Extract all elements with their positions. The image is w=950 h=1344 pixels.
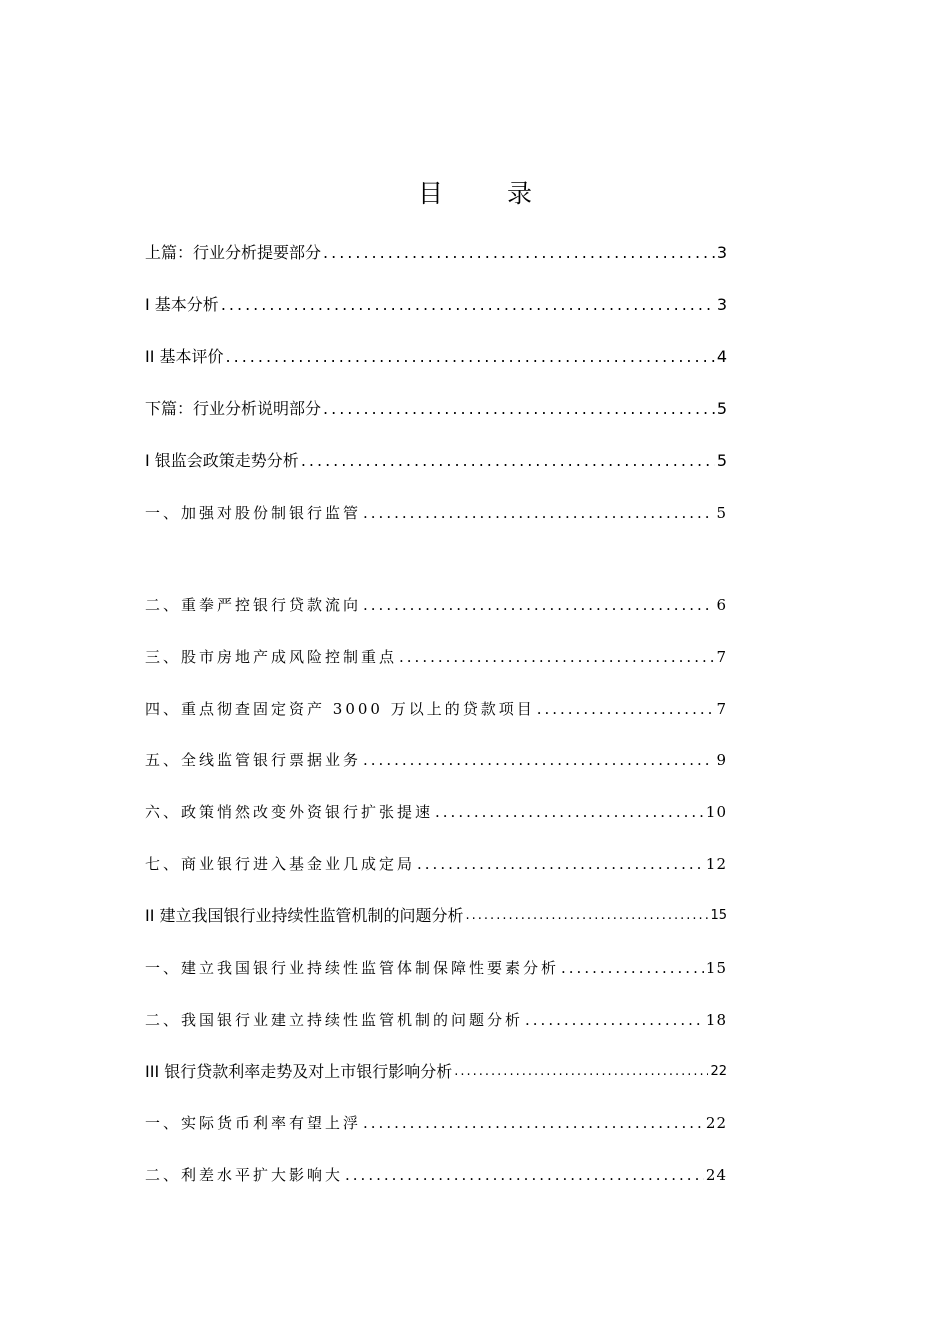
toc-page-number: 22 bbox=[705, 1114, 727, 1132]
toc-entry-label: 二、我国银行业建立持续性监管机制的问题分析 bbox=[145, 1011, 524, 1029]
toc-entry-label: 三、股市房地产成风险控制重点 bbox=[145, 648, 398, 666]
toc-entry-label: 二、利差水平扩大影响大 bbox=[145, 1166, 344, 1184]
toc-page-number: 22 bbox=[710, 1064, 727, 1079]
toc-leader-dots bbox=[466, 905, 709, 927]
toc-entry[interactable] bbox=[145, 1160, 727, 1186]
toc-entry[interactable] bbox=[145, 694, 727, 720]
toc-leader-dots bbox=[363, 749, 714, 771]
toc-leader-dots bbox=[399, 646, 714, 668]
toc-entry-label: 一、加强对股份制银行监管 bbox=[145, 504, 362, 522]
toc-page-number: 15 bbox=[710, 908, 727, 923]
toc-page-number: 24 bbox=[705, 1166, 727, 1184]
toc-entry-label: 下篇：行业分析说明部分 bbox=[145, 399, 322, 418]
toc-entry[interactable] bbox=[145, 342, 727, 368]
toc-entry[interactable] bbox=[145, 446, 727, 472]
toc-entry[interactable] bbox=[145, 1005, 727, 1031]
toc-entry[interactable] bbox=[145, 797, 727, 823]
toc-leader-dots bbox=[221, 294, 715, 316]
toc-page-number: 18 bbox=[705, 1011, 727, 1029]
toc-leader-dots bbox=[301, 450, 715, 472]
toc-page-number: 5 bbox=[716, 399, 727, 418]
toc-leader-dots bbox=[417, 853, 704, 875]
toc-page-number: 5 bbox=[716, 451, 727, 470]
toc-entry-label: 六、政策悄然改变外资银行扩张提速 bbox=[145, 803, 434, 821]
toc-leader-dots bbox=[561, 957, 704, 979]
toc-entry-label: II 基本评价 bbox=[145, 347, 224, 366]
toc-leader-dots bbox=[454, 1061, 708, 1083]
toc-entry[interactable] bbox=[145, 590, 727, 616]
toc-entry[interactable] bbox=[145, 642, 727, 668]
toc-entry-label: 七、商业银行进入基金业几成定局 bbox=[145, 855, 416, 873]
toc-title: 目 录 bbox=[418, 179, 560, 208]
toc-leader-dots bbox=[363, 502, 714, 524]
toc-entry[interactable] bbox=[145, 953, 727, 979]
toc-leader-dots bbox=[363, 1112, 704, 1134]
toc-entry-label: 五、全线监管银行票据业务 bbox=[145, 751, 362, 769]
toc-page-number: 3 bbox=[716, 243, 727, 262]
toc-leader-dots bbox=[537, 698, 715, 720]
toc-entry[interactable] bbox=[145, 745, 727, 771]
toc-page-number: 5 bbox=[716, 504, 727, 522]
toc-entry-label: III 银行贷款利率走势及对上市银行影响分析 bbox=[145, 1062, 453, 1081]
toc-entry-label: 一、建立我国银行业持续性监管体制保障性要素分析 bbox=[145, 959, 560, 977]
toc-entry[interactable] bbox=[145, 901, 727, 927]
toc-entry-label: 二、重拳严控银行贷款流向 bbox=[145, 596, 362, 614]
toc-page-number: 7 bbox=[716, 648, 727, 666]
toc-entry[interactable] bbox=[145, 498, 727, 524]
toc-page-number: 6 bbox=[716, 596, 727, 614]
toc-entry-label: I 银监会政策走势分析 bbox=[145, 451, 299, 470]
toc-leader-dots bbox=[435, 801, 704, 823]
toc-entry-label: I 基本分析 bbox=[145, 295, 219, 314]
toc-entry[interactable] bbox=[145, 238, 727, 264]
toc-leader-dots bbox=[323, 242, 715, 264]
toc-page-number: 3 bbox=[716, 295, 727, 314]
toc-page-number: 12 bbox=[705, 855, 727, 873]
toc-page-number: 10 bbox=[705, 803, 727, 821]
toc-page-number: 4 bbox=[716, 347, 727, 366]
toc-entry-label: II 建立我国银行业持续性监管机制的问题分析 bbox=[145, 906, 464, 925]
toc-page-number: 7 bbox=[716, 700, 727, 718]
toc-entry-label: 四、重点彻查固定资产 3000 万以上的贷款项目 bbox=[145, 700, 535, 718]
toc-page-number: 9 bbox=[716, 751, 727, 769]
toc-leader-dots bbox=[323, 398, 715, 420]
toc-leader-dots bbox=[226, 346, 715, 368]
toc-entry[interactable] bbox=[145, 849, 727, 875]
toc-leader-dots bbox=[363, 594, 714, 616]
toc-entry[interactable] bbox=[145, 1057, 727, 1083]
toc-leader-dots bbox=[345, 1164, 704, 1186]
toc-entry-label: 一、实际货币利率有望上浮 bbox=[145, 1114, 362, 1132]
toc-page-number: 15 bbox=[705, 959, 727, 977]
toc-entry[interactable] bbox=[145, 290, 727, 316]
toc-entry[interactable] bbox=[145, 394, 727, 420]
toc-leader-dots bbox=[525, 1009, 704, 1031]
toc-entry[interactable] bbox=[145, 1108, 727, 1134]
toc-entry-label: 上篇：行业分析提要部分 bbox=[145, 243, 322, 262]
